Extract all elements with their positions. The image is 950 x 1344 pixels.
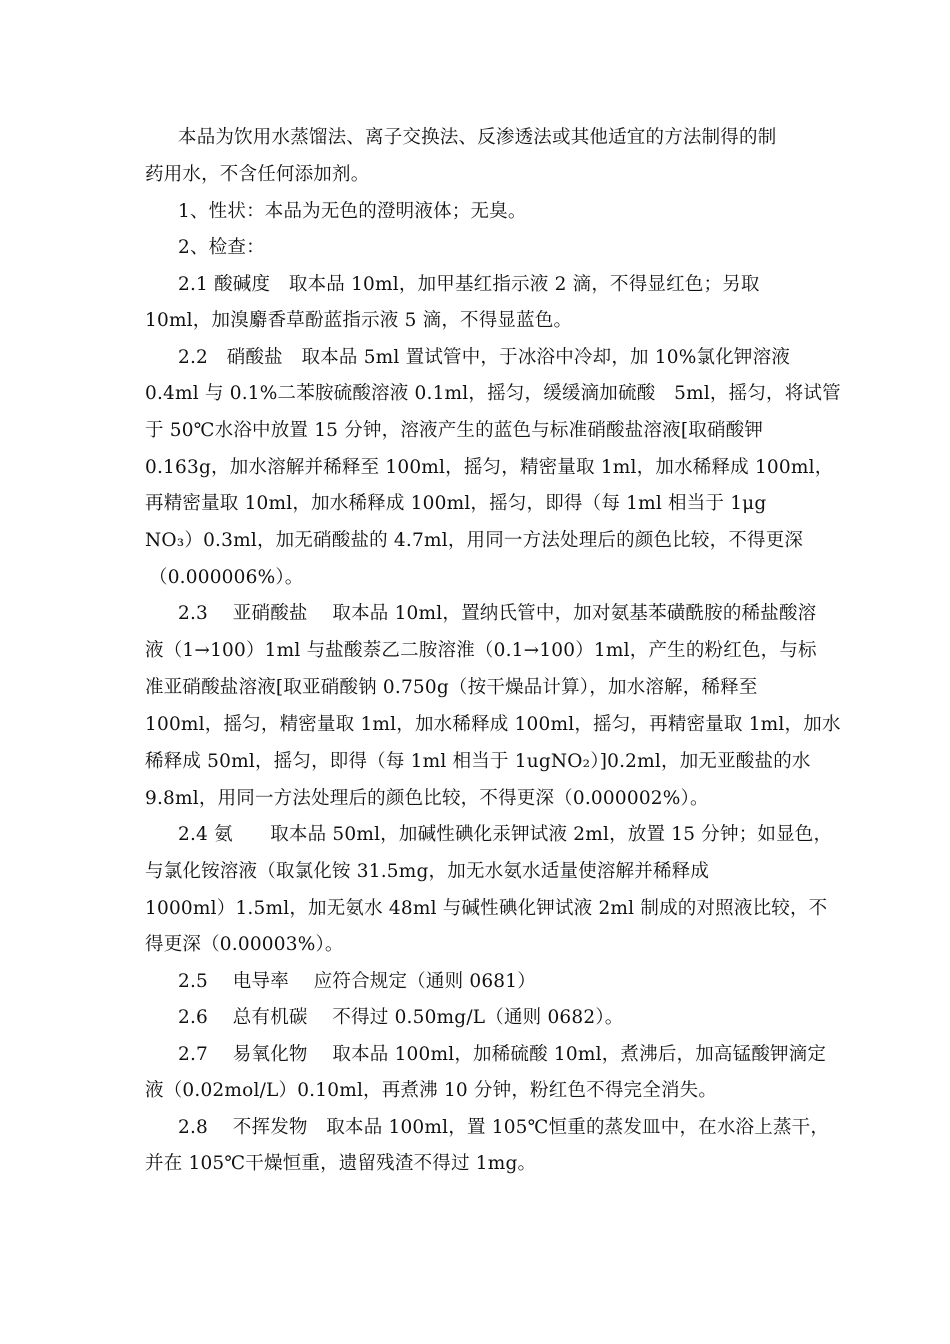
item-2-2-line-7: （0.000006%）。 xyxy=(149,567,304,588)
item-2-4-line-4: 得更深（0.00003%）。 xyxy=(145,934,344,955)
item-2-1-line-1: 2.1 酸碱度 取本品 10ml，加甲基红指示液 2 滴，不得显红色；另取 xyxy=(178,274,760,295)
intro-line-1: 本品为饮用水蒸馏法、离子交换法、反渗透法或其他适宜的方法制得的制 xyxy=(178,127,777,148)
item-2-4-line-2: 与氯化铵溶液（取氯化铵 31.5mg，加无水氨水适量使溶解并稀释成 xyxy=(145,861,710,882)
section-appearance: 1、性状：本品为无色的澄明液体；无臭。 xyxy=(178,201,527,222)
item-2-4-line-3: 1000ml）1.5ml，加无氨水 48ml 与碱性碘化钾试液 2ml 制成的对照液比较，不 xyxy=(145,898,828,919)
item-2-3-line-2: 液（1→100）1ml 与盐酸萘乙二胺溶淮（0.1→100）1ml，产生的粉红色，与标 xyxy=(145,640,817,661)
item-2-8-line-1: 2.8 不挥发物 取本品 100ml，置 105℃恒重的蒸发皿中，在水浴上蒸干， xyxy=(178,1117,830,1138)
item-2-3-line-4: 100ml，摇匀，精密量取 1ml，加水稀释成 100ml，摇匀，再精密量取 1ml，加水 xyxy=(145,714,841,735)
item-2-3-line-1: 2.3 亚硝酸盐 取本品 10ml，置纳氏管中，加对氨基苯磺酰胺的稀盐酸溶 xyxy=(178,603,817,624)
item-2-2-line-2: 0.4ml 与 0.1%二苯胺硫酸溶液 0.1ml，摇匀，缓缓滴加硫酸 5ml，摇匀，将试管 xyxy=(145,383,841,404)
item-2-6: 2.6 总有机碳 不得过 0.50mg/L（通则 0682）。 xyxy=(178,1007,624,1028)
item-2-8-line-2: 并在 105℃干燥恒重，遗留残渣不得过 1mg。 xyxy=(145,1153,537,1174)
item-2-2-line-6: NO₃）0.3ml，加无硝酸盐的 4.7ml，用同一方法处理后的颜色比较，不得更深 xyxy=(145,530,804,551)
item-2-3-line-5: 稀释成 50ml，摇匀，即得（每 1ml 相当于 1ugNO₂）]0.2ml，加无亚酸盐的水 xyxy=(145,751,811,772)
item-2-2-line-3: 于 50℃水浴中放置 15 分钟，溶液产生的蓝色与标准硝酸盐溶液[取硝酸钾 xyxy=(145,420,764,441)
item-2-2-line-4: 0.163g，加水溶解并稀释至 100ml，摇匀，精密量取 1ml，加水稀释成 100ml， xyxy=(145,457,834,478)
item-2-7-line-1: 2.7 易氧化物 取本品 100ml，加稀硫酸 10ml，煮沸后，加高锰酸钾滴定 xyxy=(178,1044,827,1065)
item-2-3-line-3: 准亚硝酸盐溶液[取亚硝酸钠 0.750g（按干燥品计算），加水溶解，稀释至 xyxy=(145,677,758,698)
item-2-7-line-2: 液（0.02mol/L）0.10ml，再煮沸 10 分钟，粉红色不得完全消失。 xyxy=(145,1080,718,1101)
item-2-2-line-5: 再精密量取 10ml，加水稀释成 100ml，摇匀，即得（每 1ml 相当于 1μg xyxy=(145,493,767,514)
item-2-3-line-6: 9.8ml，用同一方法处理后的颜色比较，不得更深（0.000002%）。 xyxy=(145,788,709,809)
item-2-1-line-2: 10ml，加溴麝香草酚蓝指示液 5 滴，不得显蓝色。 xyxy=(145,310,573,331)
intro-line-2: 药用水，不含任何添加剂。 xyxy=(145,164,370,185)
item-2-4-line-1: 2.4 氨 取本品 50ml，加碱性碘化汞钾试液 2ml，放置 15 分钟；如显色， xyxy=(178,824,833,845)
item-2-2-line-1: 2.2 硝酸盐 取本品 5ml 置试管中，于冰浴中冷却，加 10%氯化钾溶液 xyxy=(178,347,791,368)
item-2-5: 2.5 电导率 应符合规定（通则 0681） xyxy=(178,971,536,992)
section-inspection-heading: 2、检查： xyxy=(178,237,265,258)
